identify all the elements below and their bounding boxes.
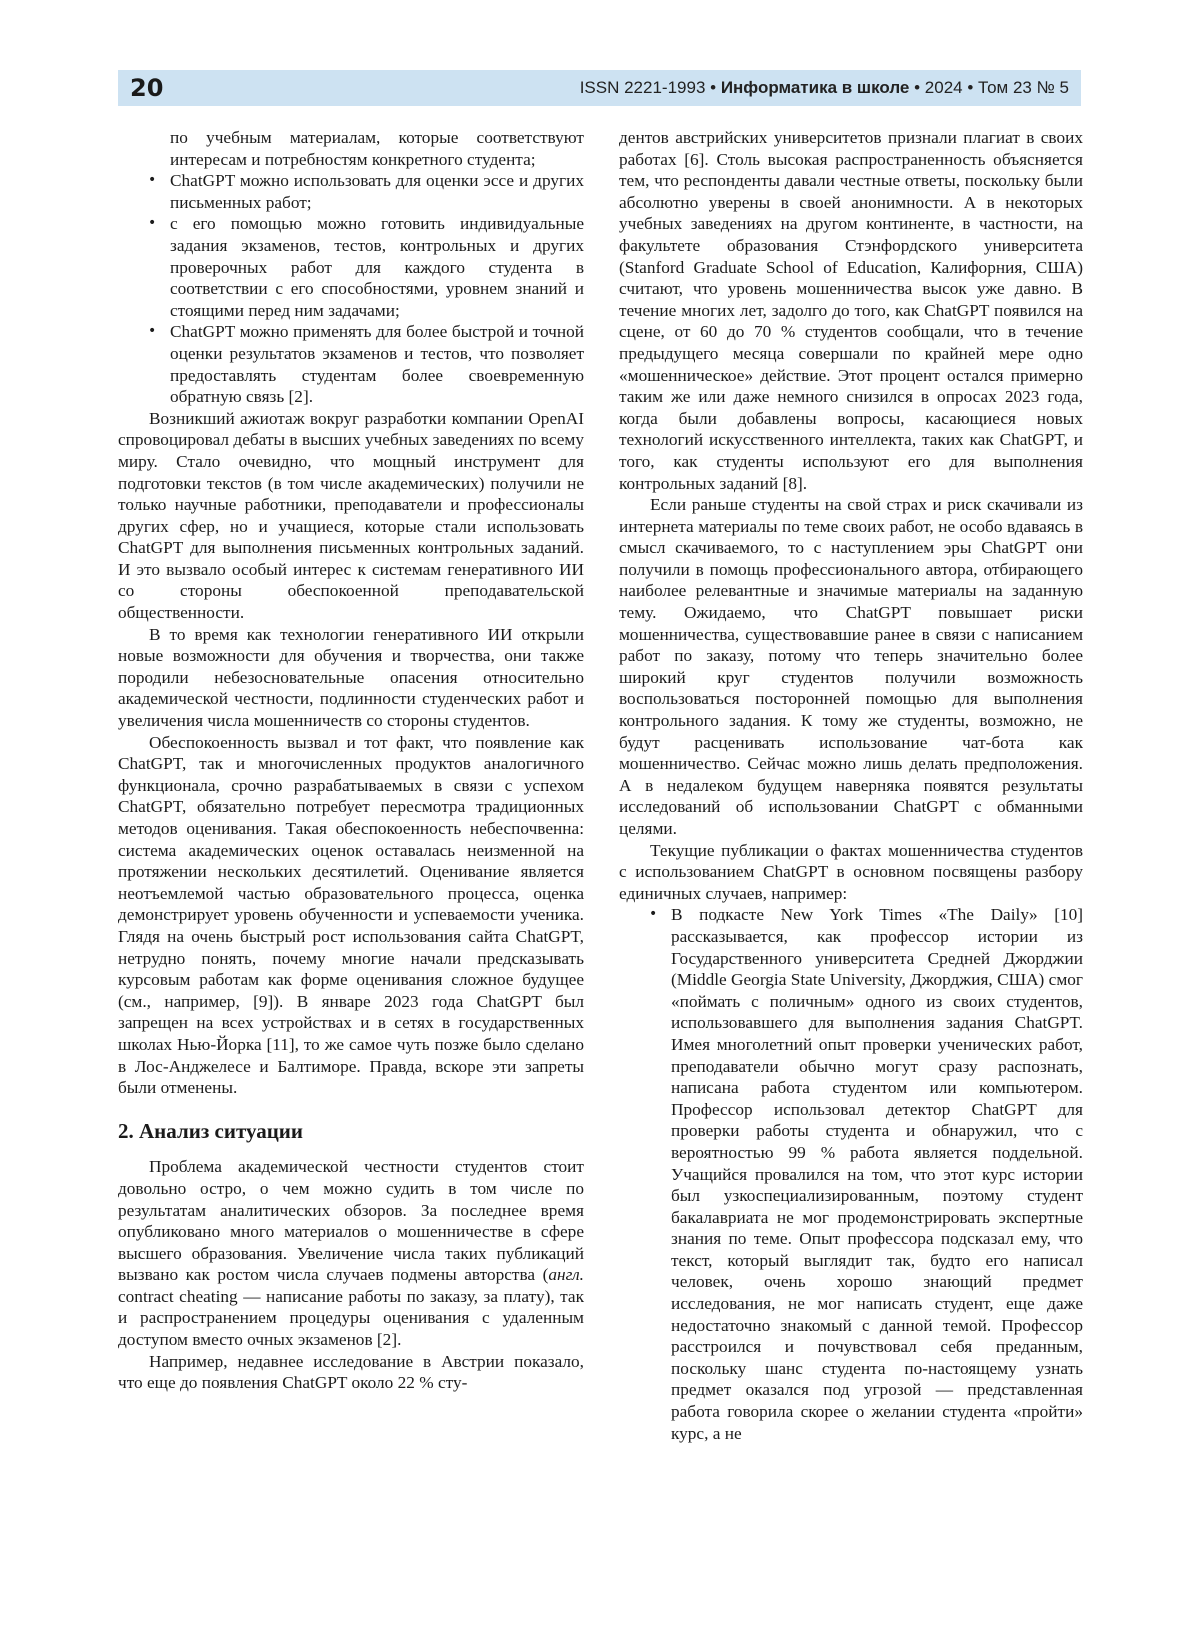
bullet-list	[118, 170, 584, 408]
left-column	[118, 127, 584, 1394]
list-item-text: ChatGPT можно применять для более быстрой и точной оценки результатов экзаменов и тестов, что позволяет предоставлять студентам более своевременную обратную связь [2].	[170, 322, 584, 407]
page-number: 20	[130, 74, 164, 102]
journal-volume: Том 23 № 5	[978, 78, 1069, 97]
paragraph	[118, 1156, 584, 1350]
bullet-list	[619, 904, 1083, 1444]
italic-text: англ.	[548, 1265, 584, 1285]
right-column	[619, 127, 1083, 1444]
paragraph: Текущие публикации о фактах мошенничества студентов с использованием ChatGPT в основном посвящены разбору единичных случаев, например:	[619, 840, 1083, 903]
bullet-icon: •	[148, 172, 157, 189]
separator: •	[962, 78, 979, 97]
list-item	[118, 213, 584, 321]
paragraph: Обеспокоенность вызвал и тот факт, что появление как ChatGPT, так и многочисленных продуктов аналогичного функционала, срочно разрабатываемых в связи с успехом ChatGPT, обязательно потребует пересмотра традиционных методов оценивания. Такая обеспокоенность небеспочвенна: система академических оценок оставалась неизменной на протяжении нескольких десятилетий. Оценивание является неотъемлемой частью образовательного процесса, оценка демонстрирует уровень обученности и успеваемости ученика. Глядя на очень быстрый рост использования сайта ChatGPT, нетрудно понять, почему многие начали предсказывать курсовым работам как форме оценивания сложное будущее (см., например, [9]). В январе 2023 года ChatGPT был запрещен на всех устройствах и в сетях в государственных школах Нью-Йорка [11], то же самое чуть позже было сделано в Лос-Анджелесе и Балтиморе. Правда, вскоре эти запреты были отменены.	[118, 732, 584, 1098]
text-run: Проблема академической честности студентов стоит довольно остро, о чем можно судить в том числе по результатам аналитических обзоров. За последнее время опубликовано много материалов о мошенничестве в сфере высшего образования. Увеличение числа таких публикаций вызвано как ростом числа случаев подмены авторства (	[118, 1157, 584, 1285]
paragraph: Если раньше студенты на свой страх и риск скачивали из интернета материалы по теме своих работ, не особо вдаваясь в смысл скачиваемого, то с наступлением эры ChatGPT они получили в помощь профессионального автора, отбирающего наиболее релевантные и значимые материалы на заданную тему. Ожидаемо, что ChatGPT повышает риски мошенничества, существовавшие ранее в связи с написанием работ по заказу, потому что теперь значительно более широкий круг студентов получили возможность воспользоваться посторонней помощью для выполнения контрольного задания. К тому же студенты, возможно, не будут расценивать использование чат-бота как мошенничество. Сейчас можно лишь делать предположения. А в недалеком будущем наверняка появятся результаты исследований об использовании ChatGPT с обманными целями.	[619, 495, 1083, 838]
separator: •	[705, 78, 721, 97]
separator: •	[909, 78, 925, 97]
running-header	[118, 70, 1081, 106]
issn: ISSN 2221-1993	[579, 78, 706, 97]
paragraph: дентов австрийских университетов признали плагиат в своих работах [6]. Столь высокая распространенность объясняется тем, что респонденты давали честные ответы, поскольку были абсолютно уверены в своей анонимности. А в некоторых учебных заведениях на другом континенте, в частности, на факультете образования Стэнфордского университета (Stanford Graduate School of Education, Калифорния, США) считают, что уровень мошенничества высок уже давно. В течение многих лет, задолго до того, как ChatGPT появился на сцене, от 60 до 70 % студентов сообщали, что в течение предыдущего месяца совершали по крайней мере одно «мошенническое» действие. Этот процент остался примерно таким же или даже немного снизился в опросах 2023 года, когда были добавлены вопросы, касающиеся новых технологий искусственного интеллекта, таких как ChatGPT, и того, как студенты используют его для выполнения контрольных заданий [8].	[619, 128, 1083, 493]
bullet-icon: •	[148, 215, 157, 232]
list-item-text: ChatGPT можно использовать для оценки эссе и других письменных работ;	[170, 171, 584, 212]
list-item	[619, 904, 1083, 1444]
journal-info	[580, 78, 1069, 98]
list-item-text: с его помощью можно готовить индивидуальные задания экзаменов, тестов, контрольных и других проверочных работ для каждого студента в соответствии с его способностями, уровнем знаний и стоящими перед ним задачами;	[170, 214, 584, 320]
paragraph: В то время как технологии генеративного ИИ открыли новые возможности для обучения и творчества, они также породили небезосновательные опасения относительно академической честности, подлинности студенческих работ и увеличения числа мошенничеств со стороны студентов.	[118, 624, 584, 731]
list-item	[118, 321, 584, 407]
paragraph: Возникший ажиотаж вокруг разработки компании OpenAI спровоцировал дебаты в высших учебных заведениях по всему миру. Стало очевидно, что мощный инструмент для подготовки текстов (в том числе академических) получили не только научные работники, преподаватели и профессионалы других сфер, но и учащиеся, которые стали использовать ChatGPT для выполнения письменных контрольных заданий. И это вызвало особый интерес к системам генеративного ИИ со стороны обеспокоенной преподавательской общественности.	[118, 408, 584, 623]
paragraph: Например, недавнее исследование в Австрии показало, что еще до появления ChatGPT около 22 % сту-	[118, 1351, 584, 1393]
list-item-text: В подкасте New York Times «The Daily» [10] рассказывается, как профессор истории из Государственного университета Средней Джорджии (Middle Georgia State University, Джорджия, США) смог «поймать с поличным» одного из своих студентов, использовавшего для выполнения задания ChatGPT. Имея многолетний опыт проверки ученических работ, преподаватели обычно могут сразу распознать, написана работа студентом или компьютером. Профессор использовал детектор ChatGPT для проверки работы студента и обнаружил, что с вероятностью 99 % работа является поддельной. Учащийся провалился на том, что этот курс истории был узкоспециализированным, поэтому студент бакалавриата не мог продемонстрировать экспертные знания по теме. Опыт профессора подсказал ему, что текст, который выглядит так, будто его написал человек, очень хорошо знающий предмет исследования, не мог написать студент, еще даже недостаточно знакомый с данной темой. Профессор расстроился и почувствовал себя преданным, поскольку шанс студента по-настоящему узнать предмет оказался под угрозой — представленная работа говорила скорее о желании студента «пройти» курс, а не	[671, 905, 1083, 1443]
journal-year: 2024	[924, 78, 963, 97]
bullet-icon: •	[649, 906, 658, 923]
bullet-continuation: по учебным материалам, которые соответствуют интересам и потребностям конкретного студента;	[170, 128, 584, 169]
text-run: contract cheating — написание работы по заказу, за плату), так и распространением процедуры оценивания с удаленным доступом вместо очных экзаменов [2].	[118, 1286, 584, 1350]
section-heading: 2. Анализ ситуации	[118, 1118, 304, 1143]
bullet-icon: •	[148, 323, 157, 340]
journal-title: Информатика в школе	[720, 78, 910, 97]
list-item	[118, 170, 584, 213]
